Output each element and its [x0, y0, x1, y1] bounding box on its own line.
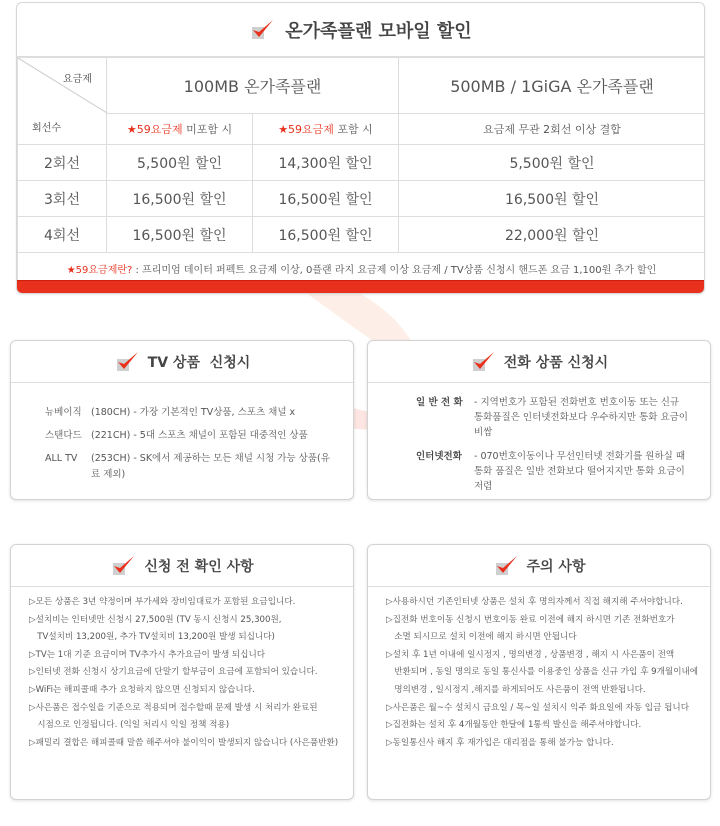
- family-plan-discount-card: [16, 2, 705, 294]
- list-item: 반환되며 , 동일 명의로 동일 통신사를 이용중인 상품을 신규 가입 후 9개월이내에: [386, 667, 699, 678]
- caution-box-header: [368, 545, 710, 587]
- card-title: [17, 3, 704, 57]
- list-item: ▷사은품은 월~수 설치시 금요일 / 목~일 설치시 익주 화요일에 자동 입금 됩니다: [386, 702, 690, 713]
- tv-box-title: TV 상품 신청시: [147, 354, 251, 371]
- list-item: ▷사은품은 접수일을 기준으로 적용되며 접수할때 문제 발생 시 처리가 완료된: [29, 702, 318, 713]
- checkmark-icon: [470, 350, 496, 374]
- card-title-text: 온가족플랜 모바일 할인: [285, 20, 472, 42]
- tv-box-header: [11, 341, 353, 383]
- list-item: 소멸 되시므로 설치 이전에 해지 하시면 안됩니다: [386, 632, 577, 643]
- list-item: ▷모든 상품은 3년 약정이며 부가세와 장비임대료가 포함된 요금입니다.: [29, 597, 296, 607]
- tv-product-box: [10, 340, 354, 500]
- sub-header-with-59: ★59요금제 포함 시: [253, 114, 399, 145]
- sub-header-without-59: ★59요금제 미포함 시: [107, 114, 253, 145]
- list-item: ▷사용하시던 기존인터넷 상품은 설치 후 명의자께서 직접 해지해 주셔야합니다.: [386, 597, 683, 607]
- plan-axis-label: 요금제: [63, 74, 92, 85]
- checkmark-icon: [114, 350, 140, 374]
- list-item: 일 반 전 화 - 지역번호가 포함된 전화번호 번호이동 또는 신규 통화품질은 인터넷전화보다 우수하지만 통화 요금이 비쌈: [416, 397, 688, 439]
- list-item: ▷동일통신사 해지 후 재가입은 대리점을 통해 불가능 합니다.: [386, 737, 614, 748]
- sub-header-any-plan: 요금제 무관 2회선 이상 결합: [399, 114, 706, 145]
- phone-product-box: [367, 340, 711, 500]
- table-row: 4회선 16,500원 할인 16,500원 할인 22,000원 할인: [18, 217, 706, 253]
- plan-1giga-header: 500MB / 1GiGA 온가족플랜: [399, 58, 706, 114]
- phone-box-title: 전화 상품 신청시: [503, 354, 609, 371]
- list-item: 스탠다드 (221CH) - 5대 스포츠 채널이 포함된 대중적인 상품: [45, 430, 308, 442]
- list-item: ALL TV (253CH) - SK에서 제공하는 모든 채널 시청 가능 상품(유료 제외): [45, 453, 330, 480]
- list-item: ▷WiFi는 해피콜때 추가 요청하지 않으면 신청되지 않습니다.: [29, 684, 255, 695]
- caution-box-title: 주의 사항: [526, 558, 586, 575]
- list-item: ▷집전화는 설치 후 4개월동안 한달에 1통씩 발신을 해주셔야합니다.: [386, 720, 642, 731]
- list-item: ▷설치 후 1년 이내에 일시정지 , 명의변경 , 상품변경 , 해지 시 사은품이 전액: [386, 649, 675, 660]
- list-item: ▷인터넷 전화 신청시 상기요금에 단말기 할부금이 요금에 포함되어 있습니다.: [29, 667, 318, 678]
- count-axis-label: 회선수: [32, 123, 61, 134]
- caution-box: [367, 544, 711, 800]
- accent-bar: [17, 280, 704, 293]
- list-item: ▷패밀리 결합은 해피콜때 말씀 해주셔야 불이익이 발생되지 않습니다 (사은품반환): [29, 737, 339, 748]
- table-row: 3회선 16,500원 할인 16,500원 할인 16,500원 할인: [18, 181, 706, 217]
- checkmark-icon: [110, 554, 136, 578]
- checkmark-icon: [493, 554, 519, 578]
- list-item: 시점으로 인정됩니다. (익일 처리시 익일 정책 적용): [29, 720, 230, 731]
- discount-table: [17, 57, 705, 284]
- phone-box-header: [368, 341, 710, 383]
- list-item: 인터넷전화 - 070번호이동이나 무선인터넷 전화기를 원하실 때 통화 품질은 일반 전화보다 떨어지지만 통화 요금이 저렴: [416, 450, 686, 492]
- table-corner-cell: [18, 58, 107, 145]
- list-item: ▷집전화 번호이동 신청시 번호이동 완료 이전에 해지 하시면 기존 전화번호가: [386, 614, 675, 625]
- plan-100mb-header: 100MB 온가족플랜: [107, 58, 399, 114]
- confirm-box-title: 신청 전 확인 사항: [144, 558, 254, 575]
- list-item: 명의변경 , 일시정지 ,해지를 하게되어도 사은품이 전액 반환됩니다.: [386, 684, 646, 695]
- confirm-box-header: [11, 545, 353, 587]
- checkmark-icon: [249, 18, 275, 42]
- list-item: ▷설치비는 인터넷만 신청시 27,500원 (TV 동시 신청시 25,300원,: [29, 614, 282, 625]
- list-item: 뉴베이직 (180CH) - 가장 기본적인 TV상품, 스포츠 채널 x: [45, 407, 296, 418]
- list-item: TV설치비 13,200원, 추가 TV설치비 13,200원 발생 되십니다): [29, 632, 275, 643]
- list-item: ▷TV는 1대 기준 요금이며 TV추가시 추가요금이 발생 되십니다: [29, 649, 266, 660]
- footnote-59-plan: ★59요금제란? : 프리미엄 데이터 퍼펙트 요금제 이상, 0플랜 라지 요금제 이상 요금제 / TV상품 신청시 핸드폰 요금 1,100원 추가 할인: [18, 253, 706, 284]
- pre-application-check-box: [10, 544, 354, 800]
- table-row: 2회선 5,500원 할인 14,300원 할인 5,500원 할인: [18, 145, 706, 181]
